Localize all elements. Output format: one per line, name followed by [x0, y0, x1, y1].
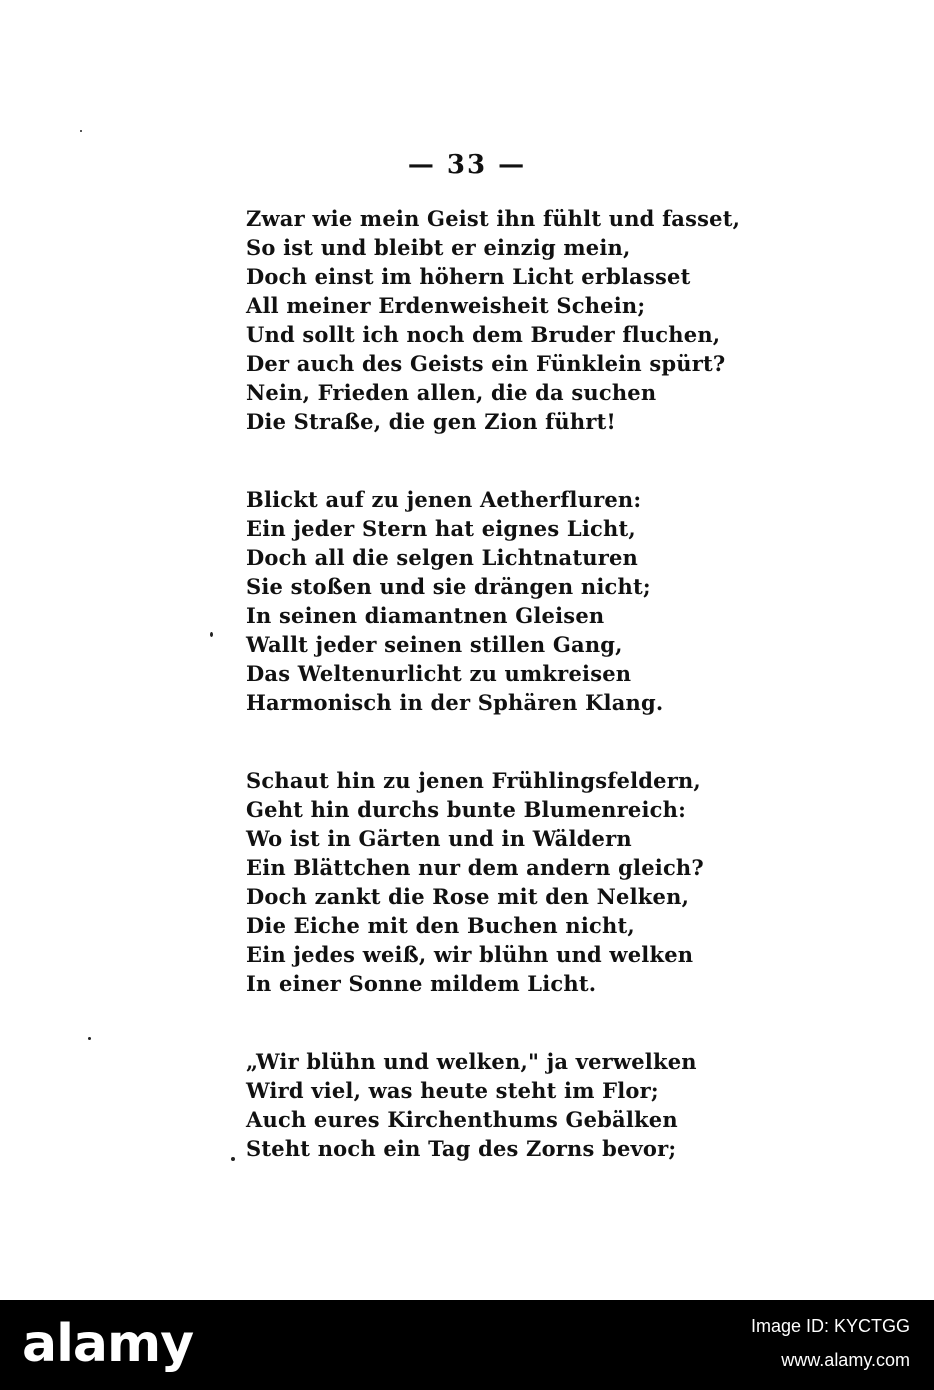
poem-line: Steht noch ein Tag des Zorns bevor; [246, 1136, 677, 1161]
poem-line: Die Straße, die gen Zion führt! [246, 409, 616, 434]
poem-line: Doch all die selgen Lichtnaturen [246, 545, 639, 570]
ink-speck [231, 1157, 235, 1161]
ink-speck [88, 1037, 91, 1040]
poem-line: Wird viel, was heute steht im Flor; [246, 1078, 659, 1103]
page-number: — 33 — [407, 150, 527, 180]
poem-line: Doch einst im höhern Licht erblasset [246, 264, 691, 289]
ink-speck [210, 632, 213, 637]
stanza-2 [246, 485, 686, 717]
poem-line: All meiner Erdenweisheit Schein; [246, 293, 646, 318]
poem-line: In seinen diamantnen Gleisen [246, 603, 605, 628]
poem-line: Harmonisch in der Sphären Klang. [246, 690, 664, 715]
poem-line: Auch eures Kirchenthums Gebälken [246, 1107, 678, 1132]
stock-logo: alamy [22, 1314, 194, 1374]
poem-line: Die Eiche mit den Buchen nicht, [246, 913, 635, 938]
poem [246, 204, 741, 1163]
poem-line: Schaut hin zu jenen Frühlingsfeldern, [246, 768, 701, 793]
poem-line: Ein jedes weiß, wir blühn und welken [246, 942, 694, 967]
poem-line: Wo ist in Gärten und in Wäldern [246, 826, 632, 851]
poem-line: Der auch des Geists ein Fünklein spürt? [246, 351, 726, 376]
stanza-3 [246, 766, 704, 998]
poem-line: Und sollt ich noch dem Bruder fluchen, [246, 322, 721, 347]
poem-line: Geht hin durchs bunte Blumenreich: [246, 797, 687, 822]
image-id-label: Image ID: KYCTGG [750, 1316, 910, 1336]
poem-line: Ein jeder Stern hat eignes Licht, [246, 516, 636, 541]
site-url: www.alamy.com [781, 1350, 910, 1370]
poem-line: Das Weltenurlicht zu umkreisen [246, 661, 632, 686]
poem-line: Wallt jeder seinen stillen Gang, [246, 632, 623, 657]
poem-line: Ein Blättchen nur dem andern gleich? [246, 855, 704, 880]
poem-line: Blickt auf zu jenen Aetherfluren: [246, 487, 642, 512]
poem-line: Doch zankt die Rose mit den Nelken, [246, 884, 690, 909]
poem-line: „Wir blühn und welken," ja verwelken [246, 1049, 697, 1074]
stanza-1 [246, 204, 741, 436]
ink-speck [80, 130, 82, 132]
poem-line: Sie stoßen und sie drängen nicht; [246, 574, 651, 599]
poem-line: Nein, Frieden allen, die da suchen [246, 380, 657, 405]
stanza-4 [246, 1047, 697, 1163]
poem-line: In einer Sonne mildem Licht. [246, 971, 597, 996]
stock-watermark-banner [0, 1300, 934, 1390]
poem-line: So ist und bleibt er einzig mein, [246, 235, 631, 260]
poem-line: Zwar wie mein Geist ihn fühlt und fasset, [246, 206, 741, 231]
